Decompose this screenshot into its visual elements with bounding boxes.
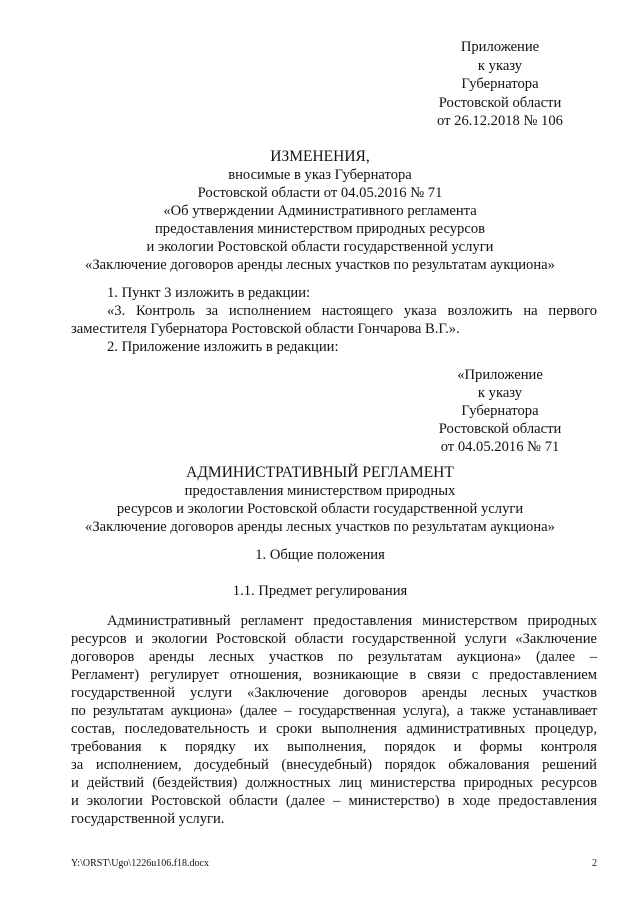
paragraph-line: Административный регламент предоставления министерством природных [107, 613, 597, 629]
appendix-region: Ростовской области [438, 95, 562, 111]
inner-appendix-governor: Губернатора [461, 403, 539, 419]
regulation-subtitle-line: ресурсов и экологии Ростовской области государственной услуги [116, 501, 524, 517]
paragraph-line: по результатам аукциона» (далее – государственная услуга), а также устанавливает [71, 703, 597, 719]
changes-title: ИЗМЕНЕНИЯ, [270, 148, 370, 165]
regulation-title: АДМИНИСТРАТИВНЫЙ РЕГЛАМЕНТ [186, 464, 454, 481]
appendix-date-number: от 26.12.2018 № 106 [437, 113, 563, 129]
changes-subtitle-line: вносимые в указ Губернатора [228, 167, 412, 183]
changes-subtitle-line: «Заключение договоров аренды лесных участков по результатам аукциона» [85, 257, 555, 273]
paragraph-line: за исполнением, досудебный (внесудебный) порядок обжалования решений [71, 757, 597, 773]
footer-file-path: Y:\ORST\Ugo\1226u106.f18.docx [71, 858, 209, 869]
paragraph-line: государственной услуги. [71, 811, 225, 827]
appendix-governor: Губернатора [461, 76, 539, 92]
item-1: 1. Пункт 3 изложить в редакции: [107, 285, 311, 301]
changes-subtitle-line: Ростовской области от 04.05.2016 № 71 [197, 185, 443, 201]
paragraph-line: и экологии Ростовской области (далее – министерство) в ходе предоставления [71, 793, 597, 809]
paragraph-line: Регламент) регулирует отношения, возникающие в связи с предоставлением [71, 667, 597, 683]
regulation-subtitle-line: предоставления министерством природных [184, 483, 456, 499]
inner-appendix-label: «Приложение [457, 367, 543, 383]
paragraph-line: и действий (бездействия) должностных лиц министерства природных ресурсов [71, 775, 597, 791]
paragraph-line: государственной услуги «Заключение договоров аренды лесных участков [71, 685, 597, 701]
inner-appendix-region: Ростовской области [438, 421, 562, 437]
changes-subtitle-line: «Об утверждении Административного регламента [163, 203, 477, 219]
inner-appendix-date-number: от 04.05.2016 № 71 [440, 439, 560, 455]
appendix-label: Приложение [460, 39, 540, 55]
paragraph-line: требования к порядку их выполнения, порядок и формы контроля [71, 739, 597, 755]
appendix-to-decree: к указу [477, 58, 523, 74]
item-2: 2. Приложение изложить в редакции: [107, 339, 339, 355]
changes-subtitle-line: предоставления министерством природных ресурсов [154, 221, 486, 237]
paragraph-line: договоров аренды лесных участков по результатам аукциона» (далее – [71, 649, 597, 665]
subsection-heading: 1.1. Предмет регулирования [232, 583, 408, 599]
item-1-text-line: «3. Контроль за исполнением настоящего указа возложить на первого [107, 303, 597, 319]
changes-subtitle-line: и экологии Ростовской области государственной услуги [146, 239, 494, 255]
page-number: 2 [592, 858, 597, 869]
item-1-text-line: заместителя Губернатора Ростовской области Гончарова В.Г.». [71, 321, 460, 337]
section-heading: 1. Общие положения [255, 547, 385, 563]
regulation-subtitle-line: «Заключение договоров аренды лесных участков по результатам аукциона» [85, 519, 555, 535]
inner-appendix-to-decree: к указу [477, 385, 523, 401]
paragraph-line: ресурсов и экологии Ростовской области государственной услуги «Заключение [71, 631, 597, 647]
paragraph-line: состав, последовательность и сроки выполнения административных процедур, [71, 721, 597, 737]
